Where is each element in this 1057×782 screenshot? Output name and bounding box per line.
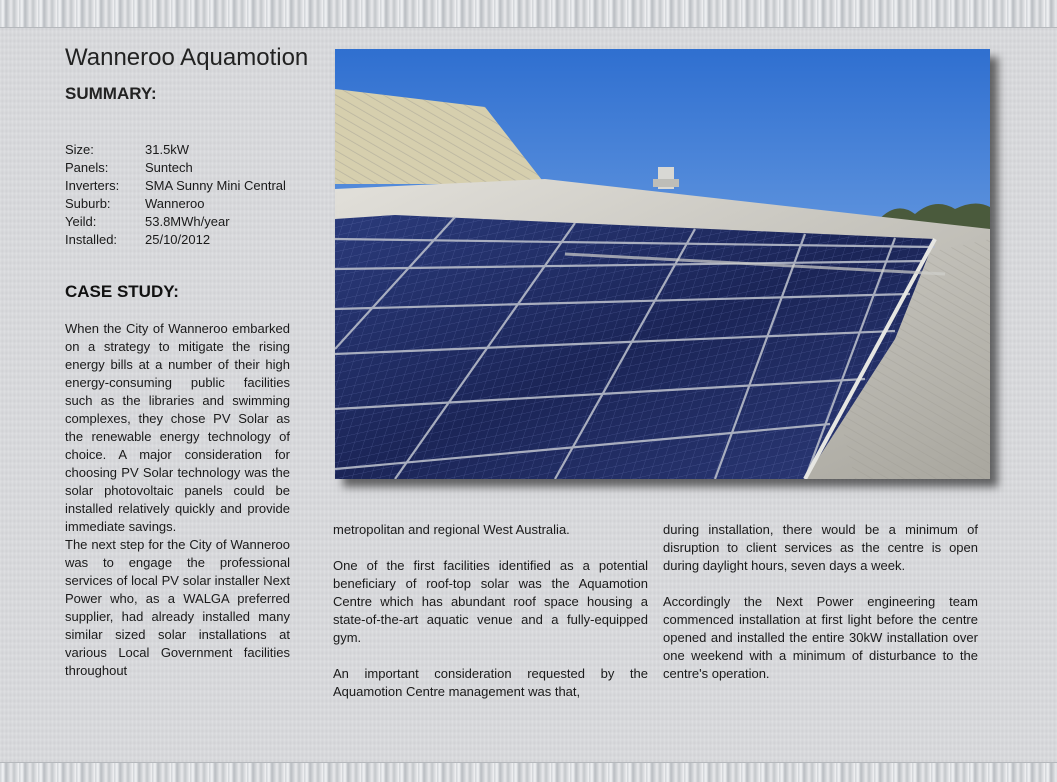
spec-row-installed: [65, 231, 286, 249]
case-paragraph: An important consideration requested by the Aquamotion Centre management was that,: [333, 666, 648, 699]
case-paragraph: The next step for the City of Wanneroo was to engage the professional services of local PV solar installer Next Power who, as a WALGA preferred supplier, had already installed many similar sized solar installations at various Local Government facilities throughout: [65, 537, 290, 678]
specs-list: [65, 141, 286, 249]
spec-row-panels: [65, 159, 286, 177]
solar-roof-photo: [335, 49, 990, 479]
spec-row-yield: [65, 213, 286, 231]
case-study-column-1: [65, 320, 290, 680]
spec-value: 31.5kW: [145, 142, 190, 157]
decorative-top-strip: [0, 0, 1057, 28]
spec-label: Size:: [65, 142, 94, 157]
summary-heading: SUMMARY:: [65, 84, 157, 103]
spec-label: Inverters:: [65, 178, 120, 193]
spec-row-inverters: [65, 177, 286, 195]
spec-value: Wanneroo: [145, 196, 205, 211]
case-paragraph: One of the first facilities identified as a potential beneficiary of roof-top solar was the Aquamotion Centre which has abundant roof space housing a state-of-the-art aquatic venue and a fully-equipped gym.: [333, 558, 648, 645]
spec-label: Suburb:: [65, 196, 111, 211]
case-paragraph: Accordingly the Next Power engineering team commenced installation at first light before the centre opened and installed the entire 30kW installation over one weekend with a minimum of disturbance to the centre's operation.: [663, 594, 978, 681]
spec-value: 53.8MWh/year: [145, 214, 230, 229]
spec-row-size: [65, 141, 286, 159]
spec-value: Suntech: [145, 160, 193, 175]
case-paragraph: metropolitan and regional West Australia.: [333, 522, 570, 537]
case-paragraph: during installation, there would be a minimum of disruption to client services as the centre is open during daylight hours, seven days a week.: [663, 522, 978, 573]
decorative-bottom-strip: [0, 762, 1057, 782]
case-study-column-3: [663, 521, 978, 683]
case-study-heading: CASE STUDY:: [65, 282, 179, 301]
spec-label: Installed:: [65, 232, 118, 247]
page-title: Wanneroo Aquamotion: [65, 44, 309, 71]
case-study-column-2: [333, 521, 648, 701]
spec-label: Panels:: [65, 160, 109, 175]
spec-value: SMA Sunny Mini Central: [145, 178, 286, 193]
spec-value: 25/10/2012: [145, 232, 211, 247]
case-paragraph: When the City of Wanneroo embarked on a strategy to mitigate the rising energy bills at a number of their high energy-consuming public facilities such as the libraries and swimming complexes, they chose PV Solar as the renewable energy technology of choice. A major consideration for choosing PV Solar technology was the solar photovoltaic panels could be installed relatively quickly and provide immediate savings.: [65, 321, 290, 534]
spec-label: Yeild:: [65, 214, 97, 229]
spec-row-suburb: [65, 195, 286, 213]
